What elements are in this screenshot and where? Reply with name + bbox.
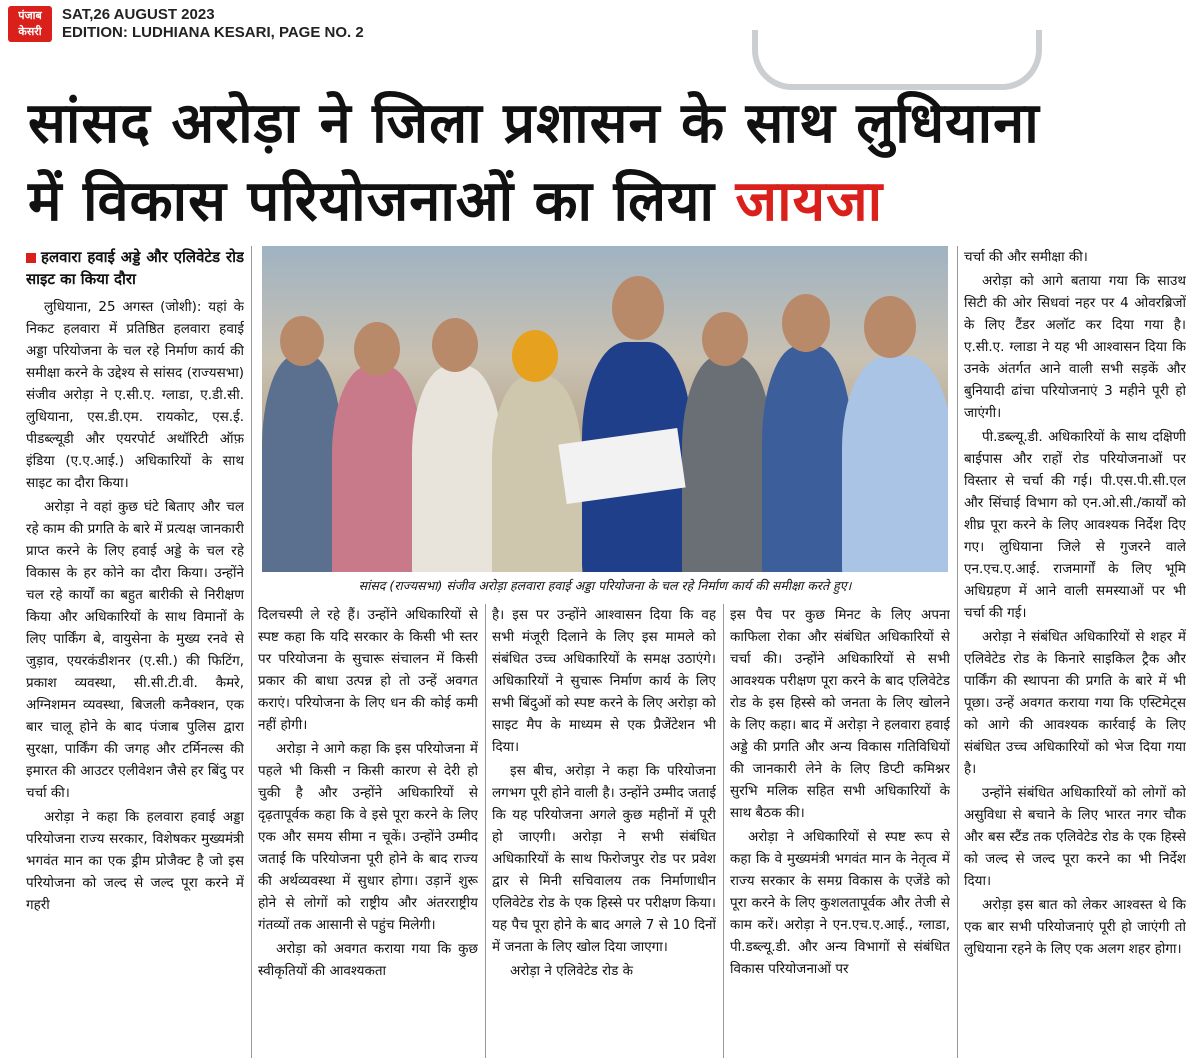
photo-figure-head [280,316,324,366]
headline-line-1: सांसद अरोड़ा ने जिला प्रशासन के साथ लुधियाना [28,91,1040,156]
photo-figure-head [864,296,916,358]
photo-figure [682,356,772,572]
paragraph: अरोड़ा को अवगत कराया गया कि कुछ स्वीकृतियों की आवश्यकता [258,941,478,979]
paragraph: उन्होंने संबंधित अधिकारियों को लोगों को असुविधा से बचाने के लिए भारत नगर चौक और बस स्टैंड तक एलिवेटेड रोड के एक हिस्से को जल्द से जल्द पूरा करने का भी निर्देश दिया। [964,785,1186,889]
red-square-bullet-icon [26,253,36,263]
paragraph: अरोड़ा ने अधिकारियों से स्पष्ट रूप से कहा कि वे मुख्यमंत्री भगवंत मान के नेतृत्व में राज्य सरकार के समग्र विकास के एजेंडे को पूरा करने के लिए कुशलतापूर्वक और तेजी से काम करें। अरोड़ा ने एन.एच.ए.आई., ग्लाडा, पी.डब्ल्यू.डी. और अन्य विभागों से संबंधित विकास परियोजनाओं पर [730,829,950,977]
punjab-kesari-logo [8,6,52,42]
photo-figure [262,356,342,572]
photo-figure [332,366,422,572]
paragraph: है। इस पर उन्होंने आश्वासन दिया कि वह सभी मंजूरी दिलाने के लिए इस मामले को संबंधित उच्च अधिकारियों के समक्ष उठाएंगे। अधिकारियों ने सुचारू निर्माण कार्य के लिए सभी बिंदुओं को स्पष्ट करने के लिए अरोड़ा को साइट मैप के माध्यम से एक प्रैजेंटेशन भी दिया। [492,607,716,755]
article-column-4 [730,604,950,1060]
photo-figure-turban [512,330,558,382]
column-divider [723,604,724,1058]
paragraph: दिलचस्पी ले रहे हैं। उन्होंने अधिकारियों से स्पष्ट कहा कि यदि सरकार के किसी भी स्तर पर परियोजना के सुचारू संचालन में किसी प्रकार की बाधा उत्पन्न हो तो उन्हें अवगत कराएं। परियोजना के लिए धन की कोई कमी नहीं होगी। [258,607,478,733]
paragraph: अरोड़ा ने कहा कि हलवारा हवाई अड्डा परियोजना राज्य सरकार, विशेषकर मुख्यमंत्री भगवंत मान का एक ड्रीम प्रोजैक्ट है जो इस परियोजना को जल्द से जल्द पूरा करने में गहरी [26,809,244,913]
paragraph: इस पैच पर कुछ मिनट के लिए अपना काफिला रोका और संबंधित अधिकारियों से चर्चा की। उन्होंने अधिकारियों से सभी आवश्यक परीक्षण पूरा करने के बाद एलिवेटेड रोड के इस हिस्से को जनता के लिए खोलने के लिए कहा। बाद में अरोड़ा ने हलवारा हवाई अड्डे की प्रगति और अन्य विकास गतिविधियों की जानकारी लेने के लिए डिप्टी कमिश्नर सुरभि मलिक सहित सभी अधिकारियों के साथ बैठक की। [730,607,950,821]
photo-figure-head [782,294,830,352]
paragraph: चर्चा की और समीक्षा की। [964,249,1088,265]
news-photo [262,246,948,572]
headline-line-2 [28,164,883,240]
column-divider [251,246,252,1058]
photo-figure-head [432,318,478,372]
paragraph: अरोड़ा ने आगे कहा कि इस परियोजना में पहले भी किसी न किसी कारण से देरी हो चुकी है और उन्होंने अधिकारियों से दृढ़तापूर्वक कहा कि वे इसे पूरा करने के लिए एक और समय सीमा न चूकें। उन्होंने उम्मीद जताई कि परियोजना पूरी होने के बाद राज्य की अर्थव्यवस्था में सुधार होगा। उड़ानें शुरू होने से लोगों को राष्ट्रीय और अंतरराष्ट्रीय गंतव्यों तक आसानी से पहुंच मिलेगी। [258,741,478,933]
column-divider [957,246,958,1058]
logo-line-2: केसरी [18,25,42,38]
headline-line-2-main: में विकास परियोजनाओं का लिया [28,169,716,234]
photo-caption: सांसद (राज्यसभा) संजीव अरोड़ा हलवारा हवाई अड्डा परियोजना के चल रहे निर्माण कार्य की समीक्षा करते हुए। [358,578,852,593]
subheadline [26,246,244,290]
subheadline-text: हलवारा हवाई अड्डे और एलिवेटेड रोड साइट का किया दौरा [26,248,244,288]
issue-date: SAT,26 AUGUST 2023 [62,6,215,23]
paragraph: पी.डब्ल्यू.डी. अधिकारियों के साथ दक्षिणी बाईपास और राहों रोड परियोजनाओं पर विस्तार से चर्चा की गई। पी.एस.पी.सी.एल और सिंचाई विभाग को एन.ओ.सी./कार्यों को शीघ्र पूरा करने के लिए आवश्यक निर्देश दिए गए। लुधियाना जिले से गुजरने वाले एन.एच.ए.आई. राजमार्गों के लिए भूमि अधिग्रहण में आने वाली समस्याओं पर भी चर्चा की गई। [964,429,1186,621]
paragraph: अरोड़ा को आगे बताया गया कि साउथ सिटी की ओर सिधवां नहर पर 4 ओवरब्रिजों के लिए टैंडर अलॉट कर दिया गया है। ए.सी.ए. ग्लाडा ने यह भी आश्वासन दिया कि उनके अंतर्गत आने वाली सभी सड़कें और बुनियादी ढांचा परियोजनाएं 3 महीने पूरी हो जाएंगी। [964,273,1186,421]
photo-figure-head [702,312,748,366]
paragraph: इस बीच, अरोड़ा ने कहा कि परियोजना लगभग पूरी होने वाली है। उन्होंने उम्मीद जताई कि यह परियोजना अगले कुछ महीनों में पूरी हो जाएगी। अरोड़ा ने सभी संबंधित अधिकारियों के साथ फिरोजपुर रोड पर प्रवेश द्वार से मिनी सचिवालय तक निर्माणाधीन एलिवेटेड रोड के एक हिस्से पर परीक्षण किया। यह पैच पूरा होने के बाद अगले 7 से 10 दिनों में जनता के लिए खोल दिया जाएगा। [492,763,716,955]
photo-figure-head [354,322,400,376]
decorative-arc [752,30,1042,90]
article-column-1 [26,246,244,1058]
paragraph: अरोड़ा ने एलिवेटेड रोड के [510,963,633,979]
photo-figure [762,346,852,572]
article-column-5 [964,246,1186,1058]
headline-accent-word: जायजा [735,169,884,234]
photo-figure-head [612,276,664,340]
article-column-3 [492,604,716,1060]
paragraph: अरोड़ा इस बात को लेकर आश्वस्त थे कि एक बार सभी परियोजनाएं पूरी हो जाएंगी तो लुधियाना रहने के लिए एक अलग शहर होगा। [964,897,1186,957]
column-divider [485,604,486,1058]
article-column-2 [258,604,478,1060]
logo-line-1: पंजाब [18,9,42,22]
edition-info [62,6,364,42]
paragraph: अरोड़ा ने वहां कुछ घंटे बिताए और चल रहे काम की प्रगति के बारे में प्रत्यक्ष जानकारी प्राप्त करने के लिए हवाई अड्डे के चल रहे विकास के हर कोने का दौरा किया। उन्होंने चल रहे कार्यों का बहुत बारीकी से निरीक्षण किया और अधिकारियों के साथ विमानों के लिए पार्किंग बे, वायुसेना के मुख्य रनवे से जुड़ाव, एयरकंडीशनर (ए.सी.) की फिटिंग, प्रकाश व्यवस्था, सी.सी.टी.वी. कैमरे, अग्निशमन व्यवस्था, बिजली कनैक्शन, एक बार चालू होने के बाद पंजाब पुलिस द्वारा सुरक्षा, पार्किंग की जगह और टर्मिनल्स की इमारत की आउटर एलीवेशन जैसे हर बिंदु पर चर्चा की। [26,499,244,801]
paragraph: लुधियाना, 25 अगस्त (जोशी): यहां के निकट हलवारा में प्रतिष्ठित हलवारा हवाई अड्डा परियोजना के चल रहे निर्माण कार्य की समीक्षा करने के उद्देश्य से सांसद (राज्यसभा) संजीव अरोड़ा ने ए.सी.ए. ग्लाडा, ए.डी.सी. लुधियाना, एस.डी.एम. रायकोट, एस.ई. पीडब्ल्यूडी और एयरपोर्ट अथॉरिटी ऑफ़ इंडिया (ए.ए.आई.) अधिकारियों के साथ साइट का दौरा किया। [26,299,244,491]
edition-page: EDITION: LUDHIANA KESARI, PAGE NO. 2 [62,24,364,41]
photo-figure [412,366,502,572]
paragraph: अरोड़ा ने संबंधित अधिकारियों से शहर में एलिवेटेड रोड के किनारे साइकिल ट्रैक और पार्किंग की स्थापना की प्रगति के बारे में भी पूछा। उन्हें अवगत कराया गया कि एस्टिमेट्स को आगे की आवश्यक कार्रवाई के लिए संबंधित उच्च अधिकारियों को भेज दिया गया है। [964,629,1186,777]
photo-figure [842,356,948,572]
